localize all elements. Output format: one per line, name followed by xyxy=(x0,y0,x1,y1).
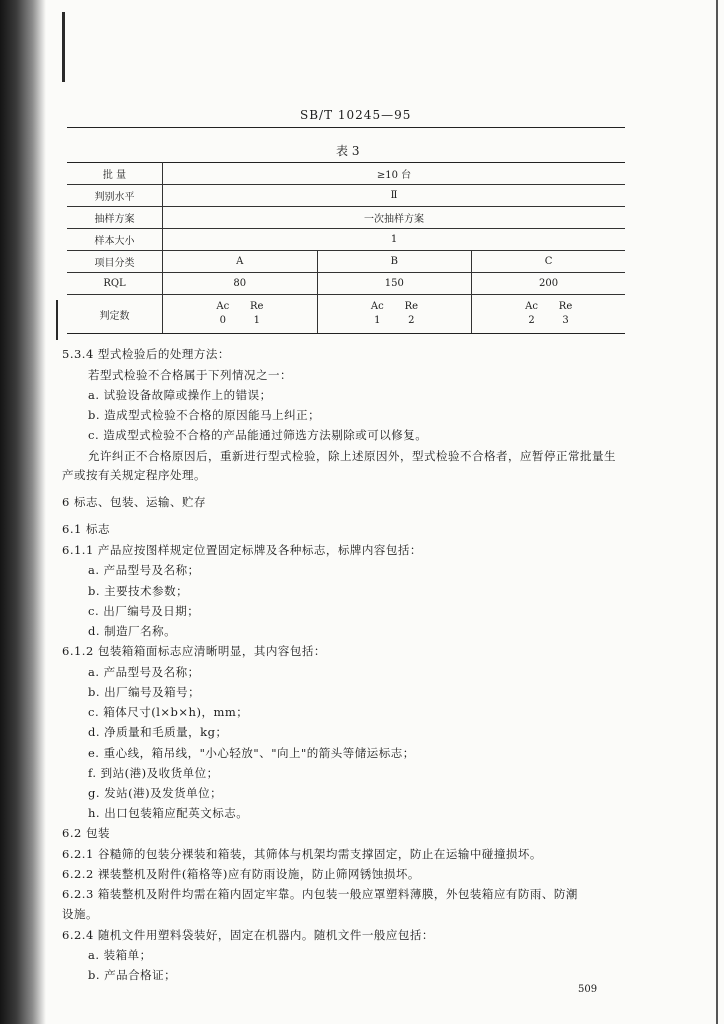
category-c: C xyxy=(472,251,625,273)
rql-a: 80 xyxy=(163,273,318,295)
page-header-standard-code: SB/T 10245—95 xyxy=(300,108,412,122)
list-item: b. 造成型式检验不合格的原因能马上纠正； xyxy=(88,408,321,422)
table-row xyxy=(67,207,625,229)
list-item: a. 试验设备故障或操作上的错误； xyxy=(88,388,272,402)
table-row xyxy=(67,229,625,251)
re-label: Re xyxy=(404,301,419,312)
judge-c xyxy=(472,295,625,334)
paragraph: 若型式检验不合格属于下列情况之一： xyxy=(88,368,292,382)
list-item: b. 产品合格证； xyxy=(88,968,177,982)
paragraph: 产或按有关规定程序处理。 xyxy=(62,468,206,482)
re-value: 2 xyxy=(408,315,415,326)
section-6-heading: 6 标志、包装、运输、贮存 xyxy=(62,495,206,509)
section-6-2-heading: 6.2 包装 xyxy=(62,826,110,840)
list-item: c. 造成型式检验不合格的产品能通过筛选方法剔除或可以修复。 xyxy=(88,428,428,442)
list-item: f. 到站(港)及收货单位； xyxy=(88,766,219,780)
table-row xyxy=(67,163,625,185)
list-item: g. 发站(港)及发货单位； xyxy=(88,786,223,800)
inspection-table xyxy=(67,162,625,334)
clause-6-1-1: 6.1.1 产品应按图样规定位置固定标牌及各种标志，标牌内容包括： xyxy=(62,543,422,557)
category-a: A xyxy=(163,251,318,273)
scan-speck xyxy=(62,12,65,82)
list-item: a. 装箱单； xyxy=(88,948,152,962)
table-row xyxy=(67,185,625,207)
table-row xyxy=(67,251,625,273)
row-value: Ⅱ xyxy=(163,185,626,207)
category-b: B xyxy=(317,251,472,273)
list-item: d. 净质量和毛质量，kg； xyxy=(88,725,228,739)
ac-value: 0 xyxy=(219,315,226,326)
scan-dark-edge xyxy=(0,0,46,1024)
page-number: 509 xyxy=(578,984,598,995)
judge-a xyxy=(163,295,318,334)
table-row xyxy=(67,295,625,334)
ac-label: Ac xyxy=(525,301,538,312)
table-caption: 表 3 xyxy=(336,144,360,158)
re-label: Re xyxy=(250,301,264,312)
paragraph: 设施。 xyxy=(62,907,98,921)
ac-value: 2 xyxy=(528,315,535,326)
ac-label: Ac xyxy=(216,301,230,312)
judge-b xyxy=(317,295,472,334)
ac-label: Ac xyxy=(370,301,384,312)
list-item: d. 制造厂名称。 xyxy=(88,624,177,638)
clause-6-2-4: 6.2.4 随机文件用塑料袋装好，固定在机器内。随机文件一般应包括： xyxy=(62,928,434,942)
list-item: h. 出口包装箱应配英文标志。 xyxy=(88,806,249,820)
rql-c: 200 xyxy=(472,273,625,295)
row-label: RQL xyxy=(67,273,163,295)
row-label: 样本大小 xyxy=(67,229,163,251)
list-item: c. 出厂编号及日期； xyxy=(88,604,200,618)
section-5-3-4-heading: 5.3.4 型式检验后的处理方法： xyxy=(62,347,230,361)
paragraph: 允许纠正不合格原因后，重新进行型式检验，除上述原因外，型式检验不合格者，应暂停正常批量生 xyxy=(88,449,616,463)
row-label: 判别水平 xyxy=(67,185,163,207)
scan-speck xyxy=(716,0,718,1024)
list-item: c. 箱体尺寸(l×b×h)，mm； xyxy=(88,705,249,719)
list-item: a. 产品型号及名称； xyxy=(88,563,200,577)
scan-speck xyxy=(56,300,58,340)
list-item: b. 出厂编号及箱号； xyxy=(88,685,201,699)
row-value: ≥10 台 xyxy=(163,163,626,185)
list-item: a. 产品型号及名称； xyxy=(88,665,200,679)
clause-6-2-3: 6.2.3 箱装整机及附件均需在箱内固定牢靠。内包装一般应罩塑料薄膜，外包装箱应有防雨、防潮 xyxy=(62,887,578,901)
ac-value: 1 xyxy=(374,315,381,326)
re-value: 1 xyxy=(253,315,260,326)
section-6-1-heading: 6.1 标志 xyxy=(62,522,110,536)
clause-6-2-1: 6.2.1 谷糙筛的包装分裸装和箱装，其筛体与机架均需支撑固定，防止在运输中碰撞损坏。 xyxy=(62,847,542,861)
list-item: e. 重心线，箱吊线，"小心轻放"、"向上"的箭头等储运标志； xyxy=(88,746,415,760)
re-value: 3 xyxy=(562,315,569,326)
row-label: 项目分类 xyxy=(67,251,163,273)
list-item: b. 主要技术参数； xyxy=(88,584,189,598)
clause-6-2-2: 6.2.2 裸装整机及附件(箱格等)应有防雨设施，防止筛网锈蚀损坏。 xyxy=(62,867,420,881)
row-label: 抽样方案 xyxy=(67,207,163,229)
row-value: 1 xyxy=(163,229,626,251)
re-label: Re xyxy=(558,301,573,312)
rql-b: 150 xyxy=(317,273,472,295)
row-label: 批 量 xyxy=(67,163,163,185)
row-label: 判定数 xyxy=(67,295,163,334)
header-rule xyxy=(67,127,625,128)
clause-6-1-2: 6.1.2 包装箱箱面标志应清晰明显，其内容包括： xyxy=(62,644,326,658)
table-row xyxy=(67,273,625,295)
row-value: 一次抽样方案 xyxy=(163,207,626,229)
